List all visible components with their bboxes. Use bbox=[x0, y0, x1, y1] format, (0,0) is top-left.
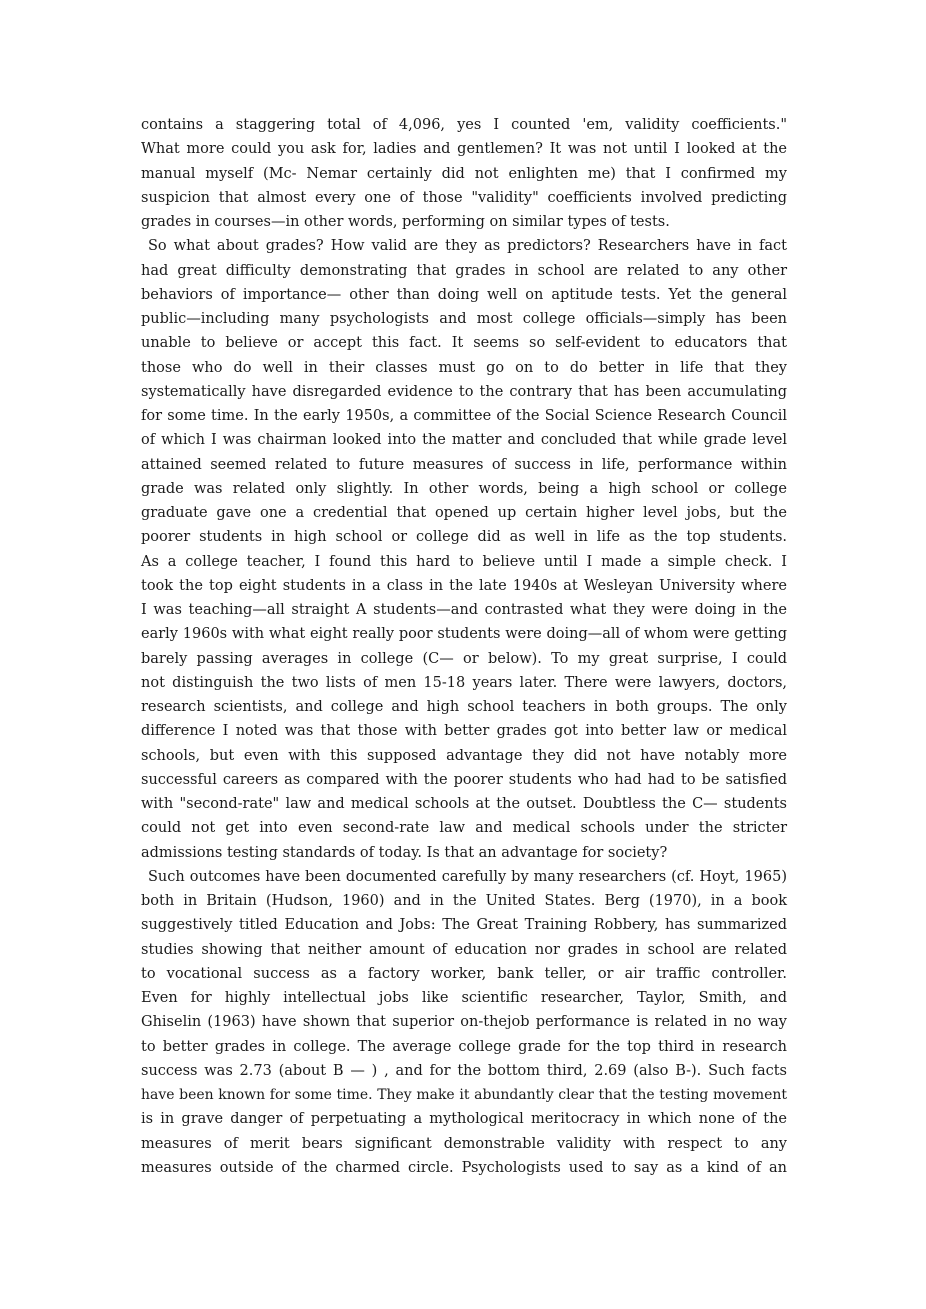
text-line: both in Britain (Hudson, 1960) and in the United States. Berg (1970), in a book bbox=[141, 893, 787, 909]
text-line: attained seemed related to future measures of success in life, performance within bbox=[141, 456, 787, 473]
text-line: unable to believe or accept this fact. It seems so self-evident to educators that bbox=[141, 335, 787, 352]
text-line: not distinguish the two lists of men 15-18 years later. There were lawyers, doctors, bbox=[141, 674, 787, 691]
text-line: those who do well in their classes must go on to do better in life that they bbox=[141, 359, 787, 376]
text-line: suggestively titled Education and Jobs: The Great Training Robbery, has summarized bbox=[141, 917, 787, 934]
text-line: contains a staggering total of 4,096, yes I counted 'em, validity coefficients." bbox=[141, 117, 787, 133]
text-line: suspicion that almost every one of those "validity" coefficients involved predicting bbox=[141, 189, 787, 206]
text-line: I was teaching—all straight A students—and contrasted what they were doing in the bbox=[141, 602, 787, 618]
text-line: poorer students in high school or college did as well in life as the top students. bbox=[141, 529, 787, 546]
text-line: Ghiselin (1963) have shown that superior on-thejob performance is related in no way bbox=[141, 1014, 787, 1031]
text-line: manual myself (Mc- Nemar certainly did not enlighten me) that I confirmed my bbox=[141, 165, 787, 182]
text-line: behaviors of importance— other than doing well on aptitude tests. Yet the general bbox=[141, 286, 787, 303]
text-line: schools, but even with this supposed advantage they did not have notably more bbox=[141, 747, 787, 764]
text-line: Even for highly intellectual jobs like scientific researcher, Taylor, Smith, and bbox=[141, 990, 787, 1006]
text-line: public—including many psychologists and most college officials—simply has been bbox=[141, 311, 787, 327]
text-line: early 1960s with what eight really poor students were doing—all of whom were getting bbox=[141, 626, 787, 643]
text-line: to better grades in college. The average college grade for the top third in research bbox=[141, 1038, 787, 1055]
text-line: measures outside of the charmed circle. Psychologists used to say as a kind of an bbox=[141, 1159, 787, 1176]
body-text bbox=[141, 113, 787, 1180]
text-line: grade was related only slightly. In other words, being a high school or college bbox=[141, 480, 787, 497]
text-line: barely passing averages in college (C— or below). To my great surprise, I could bbox=[141, 650, 787, 667]
text-line: What more could you ask for, ladies and gentlemen? It was not until I looked at the bbox=[141, 141, 787, 158]
text-line: for some time. In the early 1950s, a committee of the Social Science Research Council bbox=[141, 408, 787, 424]
text-line: difference I noted was that those with better grades got into better law or medical bbox=[141, 723, 787, 740]
text-line: could not get into even second-rate law and medical schools under the stricter bbox=[141, 820, 787, 837]
text-line: systematically have disregarded evidence to the contrary that has been accumulating bbox=[141, 383, 787, 400]
text-line: research scientists, and college and high school teachers in both groups. The only bbox=[141, 699, 787, 715]
text-line: admissions testing standards of today. Is that an advantage for society? bbox=[141, 844, 668, 861]
text-line: success was 2.73 (about B — ) , and for the bottom third, 2.69 (also B-). Such facts bbox=[141, 1062, 787, 1079]
paragraph-1 bbox=[141, 113, 787, 234]
text-line: grades in courses—in other words, performing on similar types of tests. bbox=[141, 214, 670, 230]
paragraph-3 bbox=[141, 865, 787, 1180]
text-line: studies showing that neither amount of education nor grades in school are related bbox=[141, 941, 787, 958]
text-line: to vocational success as a factory worker, bank teller, or air traffic controller. bbox=[141, 965, 787, 982]
text-line: measures of merit bears significant demonstrable validity with respect to any bbox=[141, 1135, 787, 1152]
text-line: successful careers as compared with the poorer students who had had to be satisfied bbox=[141, 771, 787, 788]
text-line: took the top eight students in a class in the late 1940s at Wesleyan University where bbox=[141, 577, 787, 594]
text-line: is in grave danger of perpetuating a mythological meritocracy in which none of the bbox=[141, 1111, 787, 1128]
text-line: with "second-rate" law and medical schools at the outset. Doubtless the C— students bbox=[141, 796, 787, 812]
text-line: As a college teacher, I found this hard to believe until I made a simple check. I bbox=[141, 553, 787, 570]
text-line: Such outcomes have been documented carefully by many researchers (cf. Hoyt, 1965) bbox=[148, 868, 787, 885]
text-line: So what about grades? How valid are they as predictors? Researchers have in fact bbox=[148, 238, 787, 255]
paragraph-2 bbox=[141, 234, 787, 865]
text-line: graduate gave one a credential that opened up certain higher level jobs, but the bbox=[141, 505, 787, 521]
text-line: had great difficulty demonstrating that grades in school are related to any other bbox=[141, 262, 787, 279]
text-line: have been known for some time. They make it abundantly clear that the testing movement bbox=[141, 1087, 787, 1103]
text-line: of which I was chairman looked into the matter and concluded that while grade level bbox=[141, 432, 787, 449]
